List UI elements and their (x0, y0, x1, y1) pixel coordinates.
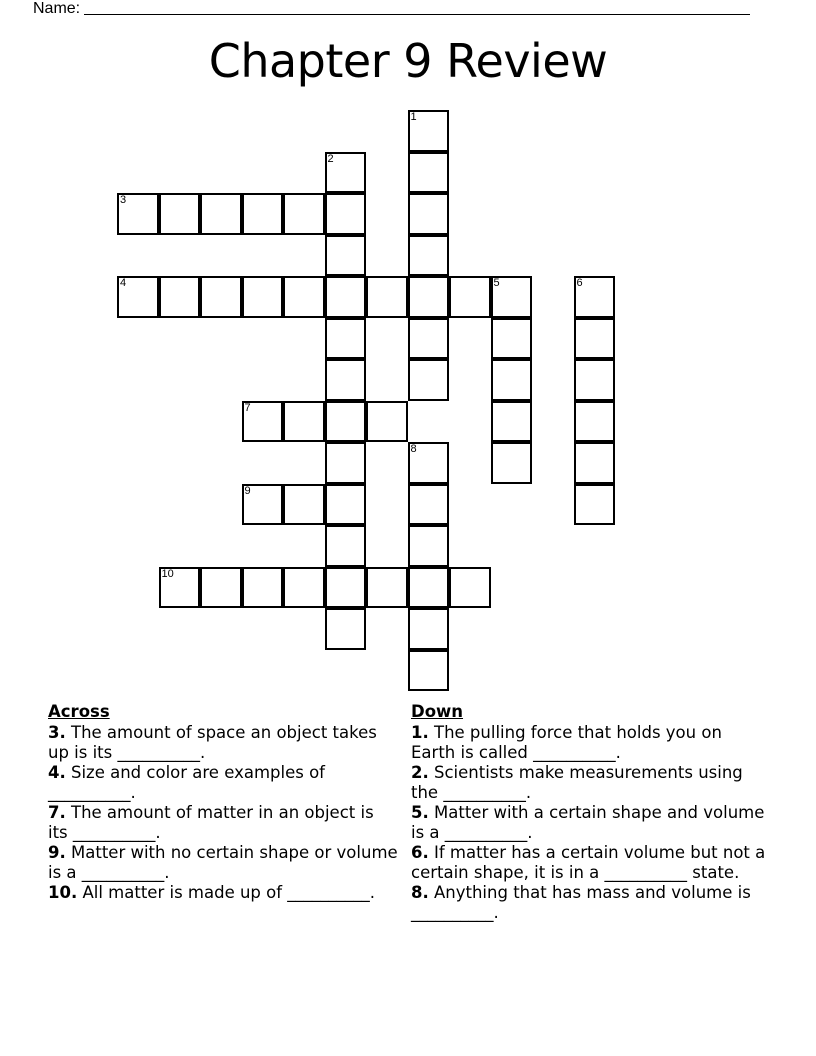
cell-number: 10 (161, 567, 174, 580)
crossword-cell[interactable] (325, 318, 367, 360)
crossword-cell[interactable] (325, 442, 367, 484)
clue-item (48, 803, 398, 843)
crossword-cell[interactable] (242, 401, 284, 443)
crossword-cell[interactable] (242, 193, 284, 235)
crossword-cell[interactable] (159, 276, 201, 318)
cell-number: 2 (327, 152, 334, 165)
crossword-cell[interactable] (408, 276, 450, 318)
clue-item (411, 803, 771, 843)
crossword-cell[interactable] (449, 276, 491, 318)
crossword-cell[interactable] (408, 193, 450, 235)
crossword-cell[interactable] (366, 567, 408, 609)
crossword-cell[interactable] (408, 318, 450, 360)
clue-text: The amount of space an object takes up is its __________. (48, 723, 377, 762)
crossword-cell[interactable] (491, 276, 533, 318)
crossword-cell[interactable] (200, 276, 242, 318)
crossword-cell[interactable] (574, 276, 616, 318)
crossword-cell[interactable] (366, 401, 408, 443)
crossword-cell[interactable] (283, 567, 325, 609)
clue-item (48, 883, 398, 903)
clue-text: The amount of matter in an object is its __________. (48, 803, 374, 842)
crossword-cell[interactable] (242, 484, 284, 526)
down-clues (411, 702, 771, 923)
clue-item (48, 763, 398, 803)
crossword-cell[interactable] (408, 650, 450, 692)
clue-number: 2. (411, 763, 429, 782)
crossword-cell[interactable] (242, 567, 284, 609)
crossword-cell[interactable] (283, 484, 325, 526)
clue-item (48, 843, 398, 883)
across-clues (48, 702, 398, 903)
crossword-cell[interactable] (408, 110, 450, 152)
down-heading: Down (411, 702, 464, 721)
crossword-cell[interactable] (574, 359, 616, 401)
clue-text: Anything that has mass and volume is __________. (411, 883, 751, 922)
across-heading: Across (48, 702, 110, 721)
crossword-cell[interactable] (408, 359, 450, 401)
clue-number: 7. (48, 803, 66, 822)
crossword-cell[interactable] (408, 152, 450, 194)
clue-text: All matter is made up of __________. (82, 883, 376, 902)
cell-number: 1 (410, 111, 417, 123)
crossword-cell[interactable] (366, 276, 408, 318)
crossword-cell[interactable] (491, 442, 533, 484)
crossword-cell[interactable] (200, 567, 242, 609)
crossword-cell[interactable] (242, 276, 284, 318)
crossword-cell[interactable] (325, 525, 367, 567)
crossword-cell[interactable] (491, 401, 533, 443)
crossword-cell[interactable] (325, 359, 367, 401)
crossword-cell[interactable] (159, 193, 201, 235)
crossword-cell[interactable] (117, 193, 159, 235)
clue-text: Matter with a certain shape and volume is a __________. (411, 803, 765, 842)
crossword-cell[interactable] (325, 152, 367, 194)
clue-number: 5. (411, 803, 429, 822)
clue-text: If matter has a certain volume but not a certain shape, it is in a __________ state. (411, 843, 766, 882)
crossword-cell[interactable] (574, 484, 616, 526)
crossword-cell[interactable] (283, 276, 325, 318)
clue-text: The pulling force that holds you on Earth is called __________. (411, 723, 722, 762)
cell-number: 7 (244, 401, 251, 414)
clue-number: 8. (411, 883, 429, 902)
clue-item (411, 723, 771, 763)
clue-text: Matter with no certain shape or volume is a __________. (48, 843, 398, 882)
name-label: Name: (33, 0, 81, 17)
crossword-cell[interactable] (408, 567, 450, 609)
crossword-cell[interactable] (574, 401, 616, 443)
cell-number: 6 (576, 277, 583, 289)
crossword-cell[interactable] (117, 276, 159, 318)
crossword-cell[interactable] (159, 567, 201, 609)
crossword-cell[interactable] (200, 193, 242, 235)
cell-number: 9 (244, 484, 251, 497)
crossword-cell[interactable] (408, 608, 450, 650)
clue-item (411, 763, 771, 803)
crossword-cell[interactable] (325, 193, 367, 235)
crossword-cell[interactable] (574, 442, 616, 484)
crossword-cell[interactable] (491, 318, 533, 360)
cell-number: 4 (120, 277, 127, 289)
crossword-cell[interactable] (325, 401, 367, 443)
crossword-cell[interactable] (408, 484, 450, 526)
crossword-cell[interactable] (283, 401, 325, 443)
crossword-cell[interactable] (408, 442, 450, 484)
crossword-cell[interactable] (325, 567, 367, 609)
crossword-cell[interactable] (408, 525, 450, 567)
crossword-cell[interactable] (325, 484, 367, 526)
crossword-cell[interactable] (491, 359, 533, 401)
clue-text: Scientists make measurements using the __________. (411, 763, 743, 802)
clue-number: 10. (48, 883, 78, 902)
cell-number: 5 (493, 277, 500, 289)
crossword-cell[interactable] (574, 318, 616, 360)
cell-number: 8 (410, 443, 417, 455)
crossword-cell[interactable] (449, 567, 491, 609)
clue-item (411, 883, 771, 923)
clue-number: 1. (411, 723, 429, 742)
clue-number: 3. (48, 723, 66, 742)
clue-number: 4. (48, 763, 66, 782)
cell-number: 3 (120, 194, 127, 206)
page-title: Chapter 9 Review (208, 34, 608, 88)
crossword-cell[interactable] (408, 235, 450, 277)
crossword-cell[interactable] (283, 193, 325, 235)
clue-number: 6. (411, 843, 429, 862)
clue-number: 9. (48, 843, 66, 862)
clue-item (411, 843, 771, 883)
crossword-cell[interactable] (325, 276, 367, 318)
clue-text: Size and color are examples of __________. (48, 763, 325, 802)
clue-item (48, 723, 398, 763)
crossword-cell[interactable] (325, 608, 367, 650)
crossword-cell[interactable] (325, 235, 367, 277)
